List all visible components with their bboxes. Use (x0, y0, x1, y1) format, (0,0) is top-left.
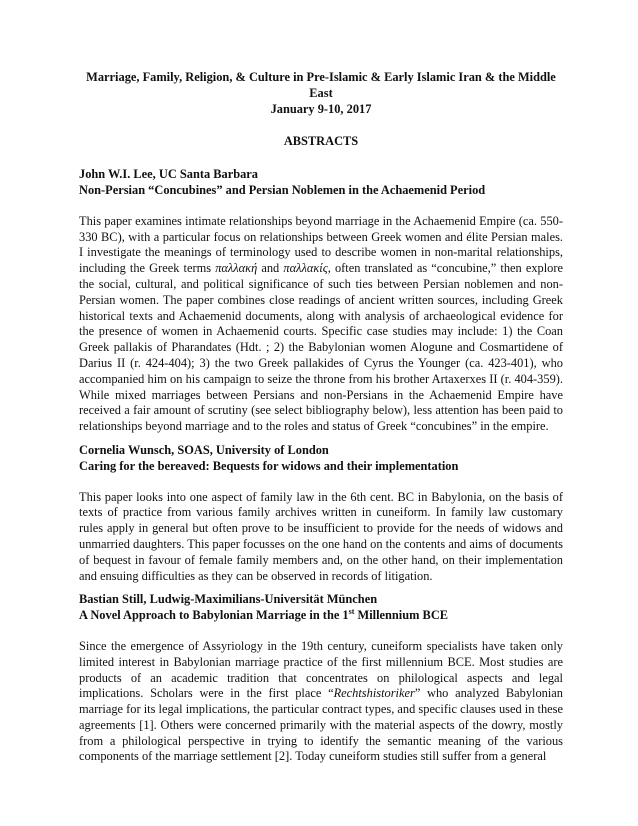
entry-1-text-and: and (257, 261, 284, 276)
entry-3-text-b: ” who analyzed Babylonian marriage for its legal implications, the particular contract types, and specific clauses used in these agreements [1]. Others were concerned primarily with the material aspects of the dowry, mostly from a philological perspective in trying to identify the semantic meaning of the various components of the marriage settlement [2]. Today cuneiform studies still suffer from a general (79, 686, 563, 764)
entry-3-title (79, 608, 563, 624)
entry-1-text-b: , often translated as “concubine,” then explore the social, cultural, and political significance of such ties between Persian noblemen and non-Persian women. The paper combines close readings of ancient written sources, including Greek historical texts and Achaemenid documents, along with analysis of archaeological evidence for the presence of women in Achaemenid courts. Specific case studies may include: 1) the Coan Greek pallakis of Pharandates (Hdt. ; 2) the Babylonian women Alogune and Cosmartidene of Darius II (r. 424-404); 3) the two Greek pallakides of Cyrus the Younger (ca. 423-401), who accompanied him on his campaign to seize the throne from his brother Artaxerxes II (r. 404-359). While mixed marriages between Persians and non-Persians in the Achaemenid Empire have received a fair amount of scrutiny (see select bibliography below), less attention has been paid to relationships beyond marriage and to the roles and status of Greek “concubines” in the empire. (79, 261, 563, 434)
entry-1-title: Non-Persian “Concubines” and Persian Noblemen in the Achaemenid Period (79, 182, 486, 197)
greek-term-pallakis: παλλακίς (283, 261, 328, 276)
document-page (79, 70, 563, 765)
abstracts-heading: ABSTRACTS (283, 134, 359, 149)
greek-term-pallake: παλλακή (215, 261, 258, 276)
term-rechtshistoriker: Rechtshistoriker (333, 686, 415, 701)
conference-dates: January 9-10, 2017 (270, 101, 372, 116)
entry-2-title: Caring for the bereaved: Bequests for widows and their implementation (79, 458, 459, 473)
entry-1-author: John W.I. Lee, UC Santa Barbara (79, 167, 259, 182)
entry-3-title-sup: st (348, 606, 355, 616)
abstract-entry-2-heading (79, 443, 563, 475)
entry-3-title-post: Millennium BCE (354, 608, 449, 623)
abstract-entry-1-heading (79, 167, 563, 199)
title-line-2: East (309, 85, 333, 100)
entry-1-text-a: This paper examines intimate relationships beyond marriage in the Achaemenid Empire (ca. 550-330 BC), with a particular focus on relationships between Greek women and élite Persian males. I investigate the meanings of terminology used to describe women in non-marital relationships, including the Greek terms (79, 213, 563, 276)
entry-1-abstract (79, 214, 563, 435)
entry-2-author: Cornelia Wunsch, SOAS, University of London (79, 442, 329, 457)
conference-title (79, 70, 563, 117)
title-line-1: Marriage, Family, Religion, & Culture in Pre-Islamic & Early Islamic Iran & the Middle (86, 70, 556, 84)
entry-3-text-a: Since the emergence of Assyriology in the 19th century, cuneiform specialists have taken only limited interest in Babylonian marriage practice of the first millennium BCE. Most studies are products of an academic tradition that concentrates on philological aspects and legal implications. Scholars were in the first place “ (79, 638, 563, 701)
entry-3-author: Bastian Still, Ludwig-Maximilians-Universität München (79, 592, 378, 607)
entry-3-abstract (79, 639, 563, 765)
abstract-entry-3-heading (79, 592, 563, 624)
entry-3-title-pre: A Novel Approach to Babylonian Marriage in the 1 (79, 608, 349, 623)
entry-2-abstract: This paper looks into one aspect of family law in the 6th cent. BC in Babylonia, on the basis of texts of practice from various family archives written in cuneiform. In family law customary rules apply in general but often prove to be insufficient to provide for the needs of widows and unmarried daughters. This paper focusses on the one hand on the contents and aims of documents of bequest in favour of female family members and, on the other hand, on their implementation and ensuing difficulties as they can be observed in records of litigation. (79, 489, 563, 583)
